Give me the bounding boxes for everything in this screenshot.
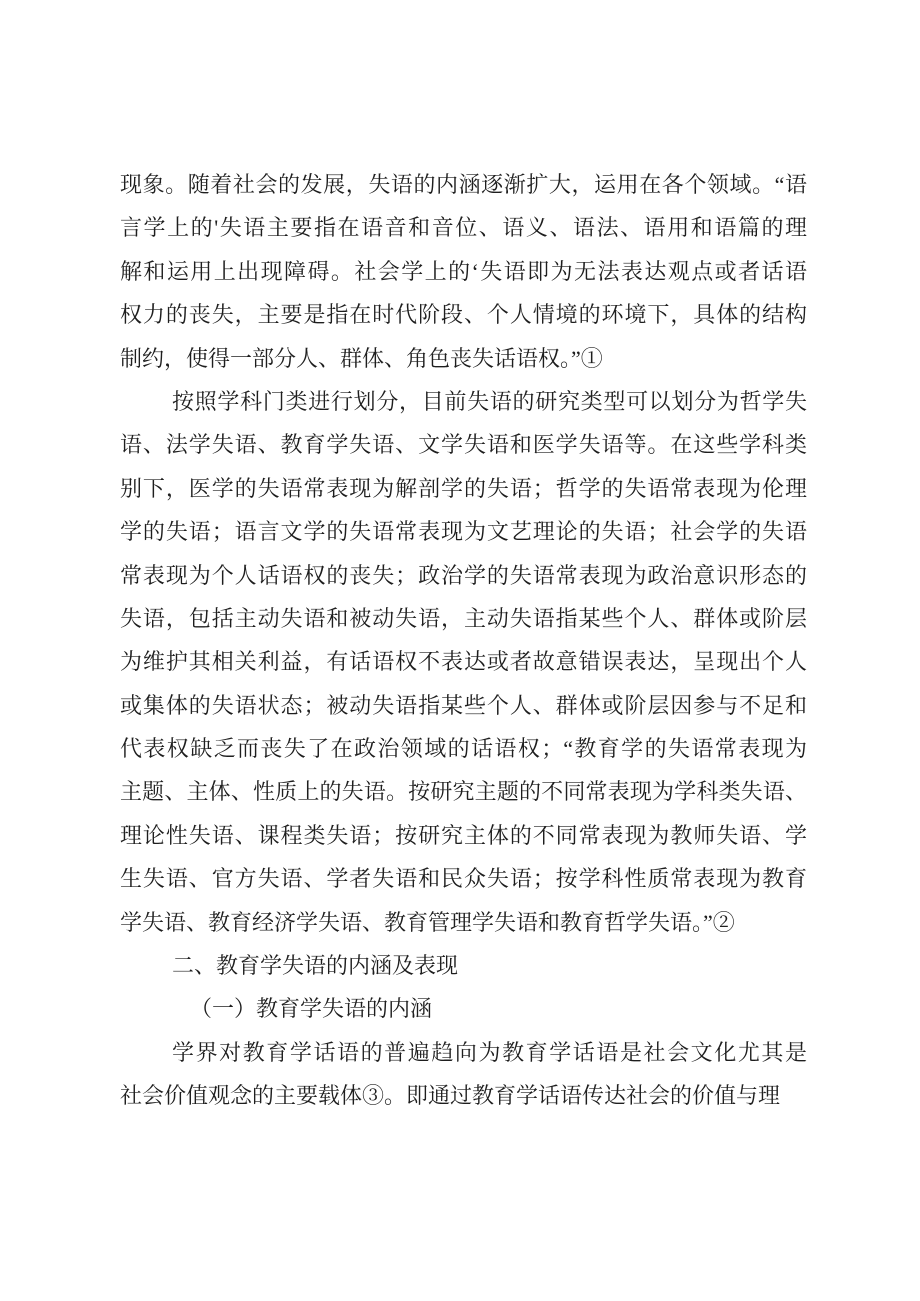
- text-line: 常表现为个人话语权的丧失；政治学的失语常表现为政治意识形态的: [120, 562, 807, 588]
- text-line: 生失语、官方失语、学者失语和民众失语；按学科性质常表现为教育: [120, 866, 807, 892]
- text-line: 解和运用上出现障碍。社会学上的‘失语即为无法表达观点或者话语: [120, 258, 807, 284]
- subsection-heading: （一）教育学失语的内涵: [190, 996, 433, 1022]
- paragraph-connotation: [120, 1031, 807, 1118]
- text-line: 权力的丧失，主要是指在时代阶段、个人情境的环境下，具体的结构: [120, 302, 807, 328]
- text-line: 理论性失语、课程类失语；按研究主体的不同常表现为教师失语、学: [120, 822, 807, 848]
- text-line: 学界对教育学话语的普遍趋向为教育学话语是社会文化尤其是: [172, 1039, 807, 1065]
- text-line: 现象。随着社会的发展，失语的内涵逐渐扩大，运用在各个领域。“语: [120, 172, 807, 197]
- section-heading: 二、教育学失语的内涵及表现: [172, 953, 459, 979]
- paragraph-continuation: [120, 163, 807, 380]
- text-line: 为维护其相关利益，有话语权不表达或者故意错误表达，呈现出个人: [120, 649, 807, 675]
- text-line: 按照学科门类进行划分，目前失语的研究类型可以划分为哲学失: [172, 388, 807, 414]
- text-line: 或集体的失语状态；被动失语指某些个人、群体或阶层因参与不足和: [120, 692, 807, 718]
- page-text-content: [120, 163, 807, 1118]
- text-line: 学失语、教育经济学失语、教育管理学失语和教育哲学失语。”②: [120, 909, 735, 935]
- text-line: 语、法学失语、教育学失语、文学失语和医学失语等。在这些学科类: [120, 432, 807, 458]
- text-line: 主题、主体、性质上的失语。按研究主题的不同常表现为学科类失语、: [120, 779, 807, 805]
- text-line: 失语，包括主动失语和被动失语，主动失语指某些个人、群体或阶层: [120, 605, 807, 631]
- text-line: 别下，医学的失语常表现为解剖学的失语；哲学的失语常表现为伦理: [120, 475, 807, 501]
- text-line: 代表权缺乏而丧失了在政治领域的话语权；“教育学的失语常表现为: [120, 736, 807, 762]
- text-line: 学的失语；语言文学的失语常表现为文艺理论的失语；社会学的失语: [120, 519, 807, 545]
- text-line: 社会价值观念的主要载体③。即通过教育学话语传达社会的价值与理: [120, 1083, 781, 1109]
- text-line: 制约，使得一部分人、群体、角色丧失话语权。”①: [120, 345, 603, 371]
- paragraph-discipline-types: [120, 380, 807, 944]
- text-line: 言学上的'失语主要指在语音和音位、语义、语法、语用和语篇的理: [120, 215, 807, 241]
